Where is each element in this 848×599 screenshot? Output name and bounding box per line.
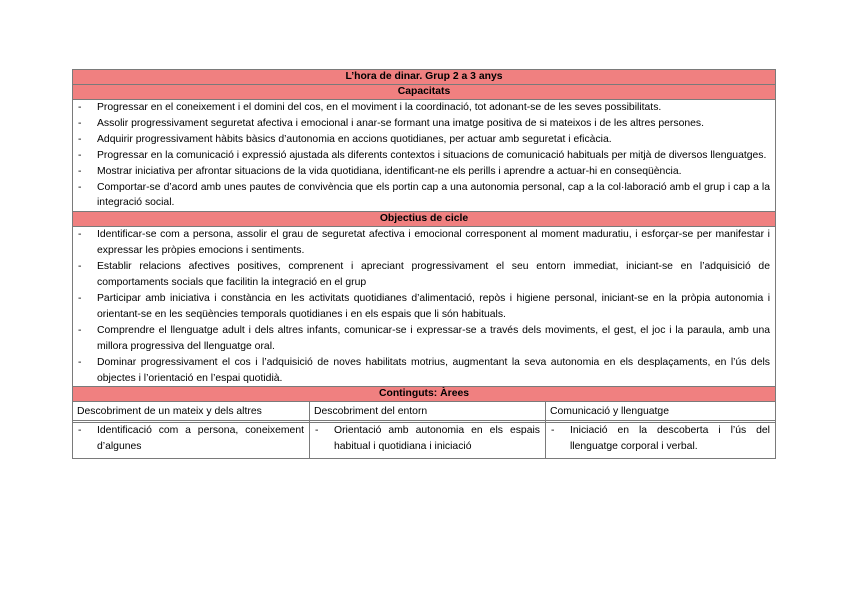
capacitats-list xyxy=(73,100,775,212)
list-item: - Orientació amb autonomia en els espais habitual i quotidiana i iniciació xyxy=(315,425,540,453)
area-column xyxy=(546,402,775,458)
list-item: - Participar amb iniciativa i constància en les activitats quotidianes d’alimentació, repòs i higiene personal, iniciant-se en la pròpia autonomia i orientant-se en les seqüències temporals quotidianes i en els espais que li són habituals. xyxy=(78,292,770,320)
list-item: - Identificació com a persona, coneixement d’algunes xyxy=(78,425,304,453)
objectius-list xyxy=(73,227,775,387)
objectius-heading: Objectius de cicle xyxy=(73,212,775,227)
list-item: - Progressar en el coneixement i el domini del cos, en el moviment i la coordinació, tot adonant-se de les seves possibilitats. xyxy=(78,102,662,113)
area-column xyxy=(73,402,310,458)
area-title: Comunicació y llenguatge xyxy=(546,402,775,421)
area-title: Descobriment del entorn xyxy=(310,402,545,421)
continguts-grid xyxy=(73,402,775,458)
list-item: - Progressar en la comunicació i expressió ajustada als diferents contextos i situacions de comunicació habituals per mitjà de diversos llenguatges. xyxy=(78,149,767,161)
list-item: - Comprendre el llenguatge adult i dels altres infants, comunicar-se i expressar-se a través dels moviments, el gest, el joc i la paraula, amb una millora progressiva del llenguatge oral. xyxy=(78,324,770,352)
area-column xyxy=(310,402,546,458)
document-title: L’hora de dinar. Grup 2 a 3 anys xyxy=(73,70,775,85)
list-item: - Mostrar iniciativa per afrontar situacions de la vida quotidiana, identificant-ne els perills i aprendre a actuar-hi en conseqüència. xyxy=(78,165,682,177)
list-item: - Iniciació en la descoberta i l’ús del llenguatge corporal i verbal. xyxy=(551,425,770,453)
list-item: - Identificar-se com a persona, assolir el grau de seguretat afectiva i emocional corresponent al moment maduratiu, i esforçar-se per manifestar i expressar les pròpies emocions i sentiments. xyxy=(78,229,770,257)
area-title: Descobriment de un mateix y dels altres xyxy=(73,402,309,421)
list-item: - Assolir progressivament seguretat afectiva i emocional i anar-se formant una imatge positiva de si mateixos i de les altres persones. xyxy=(78,117,704,129)
list-item: - Comportar-se d’acord amb unes pautes de convivència que els portin cap a una autonomia personal, cap a la col·laboració amb el grup i cap a la integració social. xyxy=(78,181,770,209)
list-item: - Dominar progressivament el cos i l’adquisició de noves habilitats motrius, augmentant la seva autonomia en els desplaçaments, en l’ús dels objectes i l’orientació en l’espai quotidià. xyxy=(78,356,770,384)
list-item: - Establir relacions afectives positives, comprenent i apreciant progressivament el seu entorn immediat, iniciant-se en l’adquisició de comportaments socials que facilitin la integració en el grup xyxy=(78,261,770,289)
continguts-heading: Continguts: Àrees xyxy=(73,387,775,402)
document-table xyxy=(72,69,776,459)
capacitats-heading: Capacitats xyxy=(73,85,775,100)
list-item: - Adquirir progressivament hàbits bàsics d’autonomia en accions quotidianes, per actuar amb seguretat i eficàcia. xyxy=(78,133,612,145)
